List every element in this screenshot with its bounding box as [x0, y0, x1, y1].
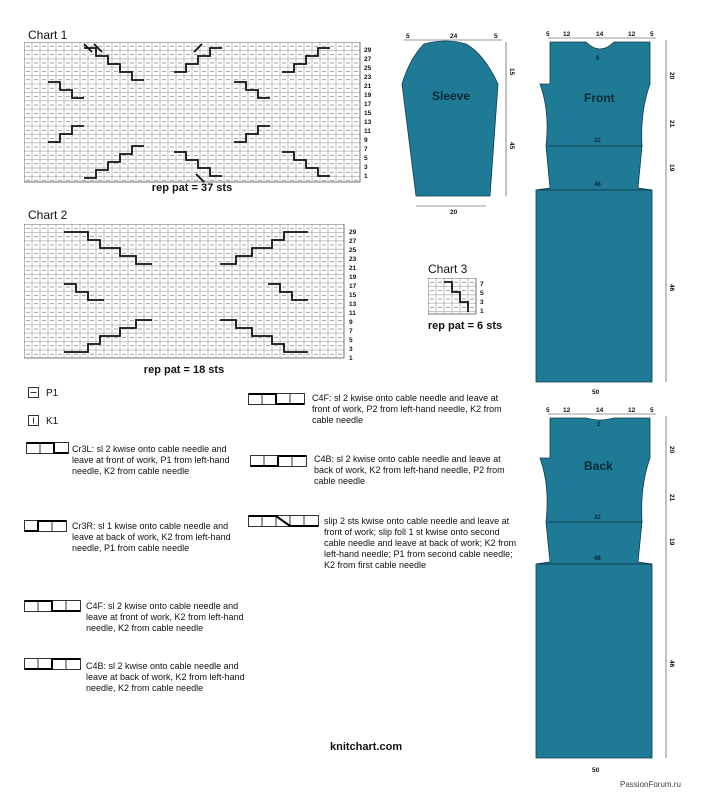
back-dim-2: 12	[563, 407, 571, 414]
front-dim-2: 12	[563, 31, 571, 38]
back-dim-4: 12	[628, 407, 636, 414]
row-number: 1	[480, 308, 484, 315]
k1-symbol	[28, 415, 40, 427]
chart1-title: Chart 1	[28, 28, 68, 42]
front-dim-1: 5	[546, 31, 550, 38]
front-waist: 32	[594, 138, 601, 144]
chart3-grid	[428, 278, 490, 318]
row-number: 9	[364, 137, 368, 144]
row-number: 13	[364, 119, 372, 126]
row-number: 5	[349, 337, 353, 344]
c4b-desc: C4B: sl 2 kwise onto cable needle and leave at back of work, K2 from left-hand needle, K2 from cable needle	[86, 661, 245, 693]
back-dim-3: 14	[596, 407, 604, 414]
sleeve-dim-right-upper: 15	[508, 68, 515, 76]
p1-symbol	[28, 387, 40, 399]
front-side-3: 19	[668, 164, 675, 172]
chart2-rep: rep pat = 18 sts	[143, 364, 225, 376]
c4f-desc: C4F: sl 2 kwise onto cable needle and leave at front of work, K2 from left-hand needle, K2 from cable needle	[86, 601, 244, 633]
row-number: 25	[364, 65, 372, 72]
row-number: 29	[364, 47, 372, 54]
front-dim-4: 12	[628, 31, 636, 38]
cr3l-desc: Cr3L: sl 2 kwise onto cable needle and leave at front of work, P1 from left-hand needle, K2 from cable needle	[72, 444, 230, 476]
row-number: 1	[364, 173, 368, 180]
c4f-purl-symbol	[248, 393, 308, 406]
c4f-purl-desc: C4F: sl 2 kwise onto cable needle and leave at front of work, P2 from left-hand needle, K2 from cable needle	[312, 393, 502, 425]
row-number: 23	[364, 74, 372, 81]
chart2-cells	[24, 224, 344, 358]
c4b-purl-desc: C4B: sl 2 kwise onto cable needle and leave at back of work, K2 from left-hand needle, P2 from cable needle	[314, 454, 505, 486]
row-number: 7	[480, 281, 484, 288]
site-credit[interactable]: knitchart.com	[330, 741, 403, 753]
chart2-row-numbers	[349, 229, 357, 362]
row-number: 3	[364, 164, 368, 171]
back-neck: 2	[597, 422, 601, 428]
sleeve-shape	[402, 41, 498, 196]
back-dim-1: 5	[546, 407, 550, 414]
front-bottom: 50	[592, 389, 600, 396]
back-side-1: 20	[668, 446, 675, 454]
front-side-1: 20	[668, 72, 675, 80]
row-number: 19	[364, 92, 372, 99]
back-waist: 32	[594, 515, 601, 521]
row-number: 7	[349, 328, 353, 335]
chart1-row-numbers	[364, 47, 372, 180]
row-number: 11	[349, 310, 356, 317]
row-number: 3	[349, 346, 353, 353]
chart1-grid	[24, 42, 384, 184]
k1-label: K1	[46, 416, 59, 427]
row-number: 15	[364, 110, 372, 117]
back-bottom: 50	[592, 767, 600, 774]
chart2-grid	[24, 224, 369, 364]
chart1-cells	[24, 42, 360, 182]
watermark: PassionForum.ru	[620, 780, 681, 789]
front-label: Front	[584, 91, 615, 105]
row-number: 21	[349, 265, 357, 272]
row-number: 29	[349, 229, 357, 236]
p1-label: P1	[46, 388, 59, 399]
row-number: 1	[349, 355, 353, 362]
slip2-desc: slip 2 sts kwise onto cable needle and leave at front of work; slip foll 1 st kwise onto second cable needle and leave at back of work; K2 from left-hand needle; P1 from second cable needle; K2 from first cable needle	[324, 516, 517, 570]
back-side-2: 21	[668, 494, 675, 502]
chart3-rep: rep pat = 6 sts	[427, 320, 503, 332]
c4f-symbol	[24, 600, 84, 613]
row-number: 23	[349, 256, 357, 263]
row-number: 17	[349, 283, 357, 290]
row-number: 9	[349, 319, 353, 326]
cr3r-desc: Cr3R: sl 1 kwise onto cable needle and leave at back of work, K2 from left-hand needle, P1 from cable needle	[72, 521, 231, 553]
back-hip: 48	[594, 556, 601, 562]
row-number: 27	[349, 238, 357, 245]
front-hip: 48	[594, 182, 601, 188]
front-side-2: 21	[668, 120, 675, 128]
front-side-4: 46	[668, 284, 675, 292]
row-number: 5	[364, 155, 368, 162]
row-number: 27	[364, 56, 372, 63]
c4b-purl-symbol	[250, 455, 310, 468]
sleeve-dim-top-mid: 24	[450, 33, 458, 40]
sleeve-diagram	[398, 30, 520, 220]
row-number: 15	[349, 292, 357, 299]
cr3r-symbol	[24, 520, 68, 533]
front-dim-3: 14	[596, 31, 604, 38]
c4b-symbol	[24, 658, 84, 671]
back-diagram	[530, 402, 705, 777]
row-number: 17	[364, 101, 372, 108]
sleeve-dim-top-left: 5	[406, 33, 410, 40]
cr3l-symbol	[26, 442, 70, 455]
chart1-rep: rep pat = 37 sts	[151, 182, 233, 194]
back-label: Back	[584, 459, 613, 473]
front-diagram	[530, 28, 705, 398]
sleeve-dim-top-right: 5	[494, 33, 498, 40]
back-side-4: 46	[668, 660, 675, 668]
sleeve-dim-bottom: 20	[450, 209, 458, 216]
row-number: 25	[349, 247, 357, 254]
row-number: 21	[364, 83, 372, 90]
back-side-3: 19	[668, 538, 675, 546]
back-dim-5: 5	[650, 407, 654, 414]
row-number: 19	[349, 274, 357, 281]
chart2-title: Chart 2	[28, 208, 68, 222]
front-dim-5: 5	[650, 31, 654, 38]
front-neck: 6	[596, 56, 600, 62]
sleeve-dim-right-lower: 45	[508, 142, 515, 150]
row-number: 3	[480, 299, 484, 306]
chart3-title: Chart 3	[428, 262, 468, 276]
row-number: 11	[364, 128, 371, 135]
row-number: 5	[480, 290, 484, 297]
slip2-symbol	[248, 515, 320, 528]
row-number: 7	[364, 146, 368, 153]
row-number: 13	[349, 301, 357, 308]
sleeve-label: Sleeve	[432, 89, 471, 103]
chart3-row-numbers	[480, 281, 484, 315]
